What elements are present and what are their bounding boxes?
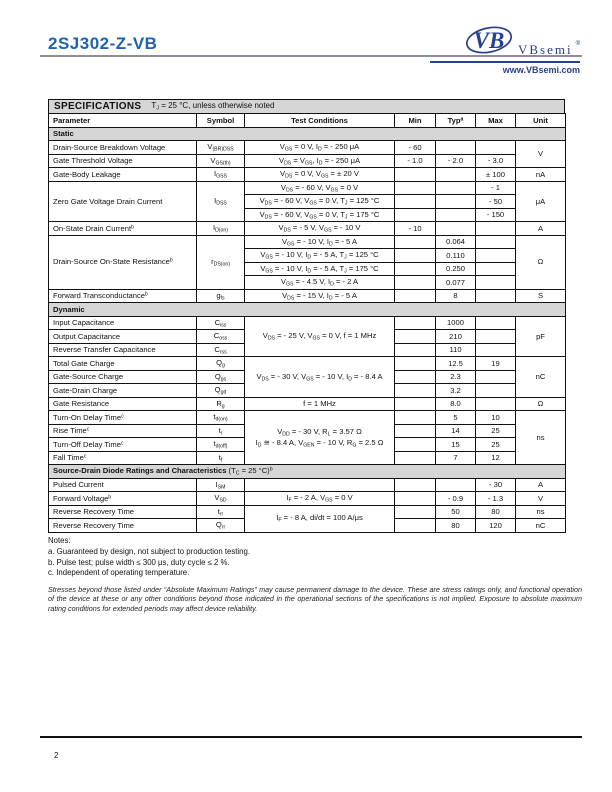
table-cell <box>476 316 516 330</box>
column-header-cell: Symbol <box>197 114 245 128</box>
table-cell <box>245 478 395 492</box>
table-cell: $V_{DS}$ = - 60 V, $V_{GS} = 0$ V <box>245 181 395 195</box>
table-cell <box>395 289 436 303</box>
registered-trademark-icon: ® <box>575 41 580 47</box>
table-cell: $V_{DS}$ = - 60 V, $V_{GS} = 0$ V, $T_J = 125$ °C <box>245 195 395 209</box>
table-cell: $g_{fs}$ <box>197 289 245 303</box>
table-cell: 110 <box>436 343 476 357</box>
website-link[interactable]: www.VBsemi.com <box>502 65 580 75</box>
specifications-title: SPECIFICATIONS <box>54 100 142 112</box>
table-cell: nA <box>516 168 566 182</box>
table-cell: $I_{SM}$ <box>197 478 245 492</box>
table-cell: - 3.0 <box>476 154 516 168</box>
note-item: b. Pulse test; pulse width ≤ 300 μs, duty cycle ≤ 2 %. <box>48 557 230 567</box>
table-cell: $t_{rr}$ <box>197 505 245 519</box>
table-row <box>49 505 566 519</box>
table-cell <box>395 505 436 519</box>
spec-table <box>48 113 566 533</box>
table-row <box>49 289 566 303</box>
table-cell: 3.2 <box>436 384 476 398</box>
table-cell: S <box>516 289 566 303</box>
table-cell: ns <box>516 411 566 465</box>
table-cell: Input Capacitance <box>49 316 197 330</box>
table-row <box>49 168 566 182</box>
table-cell: Forward Voltage$^b$ <box>49 492 197 506</box>
table-cell: - 1.3 <box>476 492 516 506</box>
table-cell <box>476 397 516 411</box>
specifications-conditions: $T_J = 25$ °C, unless otherwise noted <box>151 100 275 112</box>
table-cell <box>395 208 436 222</box>
table-cell: A <box>516 222 566 236</box>
table-cell: - 60 <box>395 141 436 155</box>
logo-underline <box>430 61 580 63</box>
table-row <box>49 357 566 371</box>
column-header-cell: Unit <box>516 114 566 128</box>
table-cell: Gate-Drain Charge <box>49 384 197 398</box>
table-cell <box>395 438 436 452</box>
table-cell: Reverse Recovery Time <box>49 519 197 533</box>
table-cell: $V_{(BR)DSS}$ <box>197 141 245 155</box>
table-row <box>49 316 566 330</box>
table-cell: $Q_{gs}$ <box>197 370 245 384</box>
table-cell: 2.3 <box>436 370 476 384</box>
notes-block <box>48 536 250 579</box>
table-cell: Pulsed Current <box>49 478 197 492</box>
table-cell: $R_g$ <box>197 397 245 411</box>
specifications-section <box>48 99 565 533</box>
table-row <box>49 141 566 155</box>
table-cell: 0.250 <box>436 262 476 276</box>
table-cell <box>395 357 436 371</box>
table-cell: ns <box>516 505 566 519</box>
table-cell: Ω <box>516 397 566 411</box>
table-cell: $t_{d(off)}$ <box>197 438 245 452</box>
table-cell <box>476 235 516 249</box>
table-cell: $C_{oss}$ <box>197 330 245 344</box>
table-cell: - 0.9 <box>436 492 476 506</box>
table-cell: 80 <box>476 505 516 519</box>
table-cell: $V_{DS} = V_{GS}$, $I_D$ = - 250 μA <box>245 154 395 168</box>
table-cell: 80 <box>436 519 476 533</box>
table-cell: $Q_{rr}$ <box>197 519 245 533</box>
section-header-row <box>49 303 566 317</box>
table-cell: $I_{D(on)}$ <box>197 222 245 236</box>
table-row <box>49 222 566 236</box>
table-cell: 5 <box>436 411 476 425</box>
table-cell: $V_{GS}$ = - 10 V, $I_D$ = - 5 A, $T_J = 125$ °C <box>245 249 395 263</box>
table-cell: 0.064 <box>436 235 476 249</box>
table-cell <box>395 276 436 290</box>
table-cell <box>395 343 436 357</box>
table-cell: $V_{DS}$ = - 15 V, $I_D$ = - 5 A <box>245 289 395 303</box>
table-cell <box>395 384 436 398</box>
table-cell: $V_{DD}$ = - 30 V, $R_L = 3.57$ Ω $I_D$ ≅ - 8.4 A, $V_{GEN}$ = - 10 V, $R_G = 2.5$ Ω <box>245 411 395 465</box>
table-cell: $V_{DS}$ = - 25 V, $V_{GS} = 0$ V, f = 1 MHz <box>245 316 395 357</box>
table-cell: $V_{DS}$ = - 5 V, $V_{GS}$ = - 10 V <box>245 222 395 236</box>
table-cell: 25 <box>476 438 516 452</box>
table-cell <box>395 451 436 465</box>
table-cell <box>476 262 516 276</box>
table-cell: Gate Threshold Voltage <box>49 154 197 168</box>
table-cell: Turn-On Delay Time$^c$ <box>49 411 197 425</box>
table-cell: - 50 <box>476 195 516 209</box>
table-cell: On-State Drain Current$^b$ <box>49 222 197 236</box>
table-cell: $t_r$ <box>197 424 245 438</box>
table-cell <box>476 343 516 357</box>
table-cell: Reverse Recovery Time <box>49 505 197 519</box>
table-cell: $V_{DS}$ = - 30 V, $V_{GS}$ = - 10 V, $I_D$ = - 8.4 A <box>245 357 395 398</box>
table-cell <box>476 330 516 344</box>
table-cell: 1000 <box>436 316 476 330</box>
page-number: 2 <box>54 751 59 760</box>
table-cell: Gate-Body Leakage <box>49 168 197 182</box>
table-cell <box>476 289 516 303</box>
table-cell: $I_{GSS}$ <box>197 168 245 182</box>
table-cell: μA <box>516 181 566 222</box>
table-cell <box>395 249 436 263</box>
table-cell: 14 <box>436 424 476 438</box>
table-cell <box>395 330 436 344</box>
table-cell: $V_{GS(th)}$ <box>197 154 245 168</box>
specifications-title-bar <box>48 99 565 114</box>
footer-divider <box>40 736 582 738</box>
table-cell <box>395 397 436 411</box>
table-row <box>49 181 566 195</box>
table-cell: V <box>516 141 566 168</box>
table-cell <box>395 424 436 438</box>
table-cell <box>395 492 436 506</box>
table-cell: 0.077 <box>436 276 476 290</box>
table-cell <box>395 370 436 384</box>
table-cell: 25 <box>476 424 516 438</box>
table-cell: $V_{GS}$ = - 4.5 V, $I_D$ = - 2 A <box>245 276 395 290</box>
table-cell: 12 <box>476 451 516 465</box>
spec-table-head <box>49 114 566 128</box>
table-cell <box>395 316 436 330</box>
section-header-cell: Dynamic <box>49 303 566 317</box>
table-cell: $V_{GS} = 0$ V, $I_D$ = - 250 μA <box>245 141 395 155</box>
table-cell <box>395 411 436 425</box>
table-cell: - 1.0 <box>395 154 436 168</box>
table-cell <box>476 384 516 398</box>
table-cell: $V_{GS}$ = - 10 V, $I_D$ = - 5 A <box>245 235 395 249</box>
table-cell: $C_{rss}$ <box>197 343 245 357</box>
table-cell: - 2.0 <box>436 154 476 168</box>
table-cell: - 10 <box>395 222 436 236</box>
table-cell <box>436 168 476 182</box>
table-row <box>49 478 566 492</box>
table-cell: Drain-Source On-State Resistance$^b$ <box>49 235 197 289</box>
table-cell: nC <box>516 357 566 398</box>
section-header-cell: Source-Drain Diode Ratings and Characteristics ($T_C = 25$ °C)$^b$ <box>49 465 566 479</box>
svg-text:VB: VB <box>473 28 505 53</box>
table-cell <box>395 195 436 209</box>
table-cell: Gate Resistance <box>49 397 197 411</box>
column-header-row <box>49 114 566 128</box>
table-cell <box>476 249 516 263</box>
table-cell <box>395 235 436 249</box>
table-cell: V <box>516 492 566 506</box>
note-item: c. Independent of operating temperature. <box>48 568 190 578</box>
spec-table-body <box>49 127 566 532</box>
table-cell: f = 1 MHz <box>245 397 395 411</box>
table-cell <box>476 222 516 236</box>
table-cell <box>395 181 436 195</box>
table-cell: $V_{SD}$ <box>197 492 245 506</box>
table-cell <box>476 276 516 290</box>
table-row <box>49 235 566 249</box>
table-cell: $t_{d(on)}$ <box>197 411 245 425</box>
section-header-cell: Static <box>49 127 566 141</box>
table-cell: Turn-Off Delay Time$^c$ <box>49 438 197 452</box>
table-cell: $t_f$ <box>197 451 245 465</box>
table-cell: Fall Time$^c$ <box>49 451 197 465</box>
table-cell: Gate-Source Charge <box>49 370 197 384</box>
table-cell: Total Gate Charge <box>49 357 197 371</box>
table-cell: $I_{DSS}$ <box>197 181 245 222</box>
logo-wordmark: VBsemi <box>517 42 573 57</box>
table-cell <box>395 478 436 492</box>
table-cell: 210 <box>436 330 476 344</box>
table-cell <box>395 262 436 276</box>
table-cell <box>436 195 476 209</box>
table-cell: A <box>516 478 566 492</box>
table-cell: $V_{GS}$ = - 10 V, $I_D$ = - 5 A, $T_J = 175$ °C <box>245 262 395 276</box>
table-cell: Ω <box>516 235 566 289</box>
table-cell: $V_{DS}$ = - 60 V, $V_{GS} = 0$ V, $T_J = 175$ °C <box>245 208 395 222</box>
notes-list <box>48 547 250 579</box>
table-cell: Forward Transconductance$^b$ <box>49 289 197 303</box>
table-cell: 15 <box>436 438 476 452</box>
table-cell <box>476 141 516 155</box>
table-cell <box>436 208 476 222</box>
table-cell: - 30 <box>476 478 516 492</box>
table-cell: Reverse Transfer Capacitance <box>49 343 197 357</box>
table-cell <box>395 519 436 533</box>
table-cell: 0.110 <box>436 249 476 263</box>
table-cell: Zero Gate Voltage Drain Current <box>49 181 197 222</box>
table-cell: nC <box>516 519 566 533</box>
disclaimer-text: Stresses beyond those listed under “Absolute Maximum Ratings” may cause permanent damage to the device. These are stress ratings only, and functional operation of the device at these or any other conditions beyond those indicated in the operational sections of the specifications is not implied. Exposure to absolute maximum rating conditions for extended periods may affect device reliability. <box>48 585 582 613</box>
column-header-cell: Parameter <box>49 114 197 128</box>
column-header-cell: Typ$^a$ <box>436 114 476 128</box>
table-row <box>49 397 566 411</box>
table-cell: 7 <box>436 451 476 465</box>
table-cell: 8 <box>436 289 476 303</box>
table-cell: ± 100 <box>476 168 516 182</box>
table-cell <box>436 181 476 195</box>
table-cell: 12.5 <box>436 357 476 371</box>
table-cell <box>436 141 476 155</box>
table-cell: $Q_{gd}$ <box>197 384 245 398</box>
table-cell: $Q_g$ <box>197 357 245 371</box>
table-row <box>49 492 566 506</box>
table-cell: $V_{DS} = 0$ V, $V_{GS}$ = ± 20 V <box>245 168 395 182</box>
table-cell: 10 <box>476 411 516 425</box>
table-cell <box>436 478 476 492</box>
table-cell: pF <box>516 316 566 357</box>
table-cell: - 150 <box>476 208 516 222</box>
table-cell: Drain-Source Breakdown Voltage <box>49 141 197 155</box>
table-cell: 50 <box>436 505 476 519</box>
table-cell: $r_{DS(on)}$ <box>197 235 245 289</box>
table-cell: Output Capacitance <box>49 330 197 344</box>
vbsemi-logo-icon <box>465 24 515 59</box>
table-cell: 19 <box>476 357 516 371</box>
part-number-title: 2SJ302-Z-VB <box>48 34 158 53</box>
table-row <box>49 154 566 168</box>
notes-title: Notes: <box>48 536 71 545</box>
column-header-cell: Min <box>395 114 436 128</box>
column-header-cell: Test Conditions <box>245 114 395 128</box>
table-cell <box>395 168 436 182</box>
section-header-row <box>49 127 566 141</box>
table-cell <box>476 370 516 384</box>
table-cell: Rise Time$^c$ <box>49 424 197 438</box>
table-cell: $I_F$ = - 2 A, $V_{GS} = 0$ V <box>245 492 395 506</box>
table-cell: - 1 <box>476 181 516 195</box>
table-cell <box>436 222 476 236</box>
column-header-cell: Max <box>476 114 516 128</box>
table-cell: 120 <box>476 519 516 533</box>
table-cell: $I_F$ = - 8 A, di/dt = 100 A/μs <box>245 505 395 532</box>
note-item: a. Guaranteed by design, not subject to production testing. <box>48 546 250 556</box>
table-cell: $C_{iss}$ <box>197 316 245 330</box>
section-header-row <box>49 465 566 479</box>
vbsemi-logo <box>430 24 580 75</box>
table-cell: 8.0 <box>436 397 476 411</box>
table-row <box>49 411 566 425</box>
